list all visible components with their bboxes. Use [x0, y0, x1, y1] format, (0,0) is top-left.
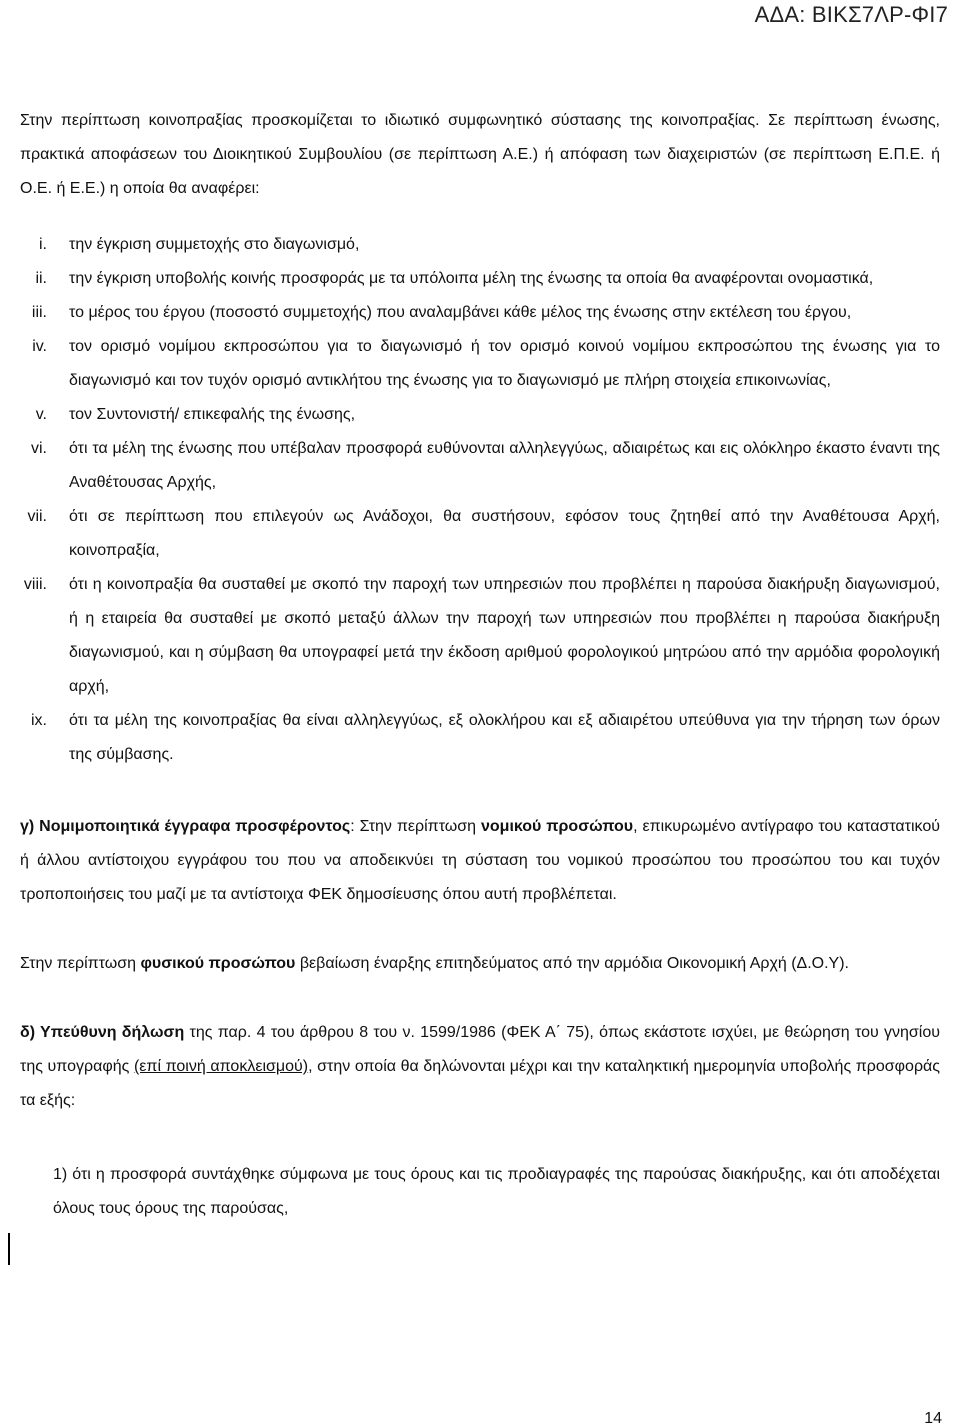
list-item-text: ότι σε περίπτωση που επιλεγούν ως Ανάδοχοι, θα συστήσουν, εφόσον τους ζητηθεί από την Αναθέτουσα Αρχή, κοινοπραξία,	[69, 508, 940, 559]
document-body	[20, 104, 940, 1226]
natural-person-paragraph	[20, 947, 940, 981]
list-item-number: vii.	[27, 508, 47, 525]
list-item-text: τον ορισμό νομίμου εκπροσώπου για το διαγωνισμό ή τον ορισμό κοινού νομίμου εκπροσώπου της ένωσης για το διαγωνισμό και τον τυχόν ορισμό αντικλήτου της ένωσης για το διαγωνισμό με πλήρη στοιχεία επικοινωνίας,	[69, 338, 940, 389]
list-item	[20, 704, 940, 772]
list-item-number: iii.	[31, 304, 47, 321]
natural-person-bold: φυσικού προσώπου	[140, 955, 296, 972]
exclusion-penalty-note: (επί ποινή αποκλεισμού)	[133, 1058, 309, 1075]
list-item-text: το μέρος του έργου (ποσοστό συμμετοχής) που αναλαμβάνει κάθε μέλος της ένωσης στην εκτέλεση του έργου,	[69, 304, 852, 321]
list-item	[20, 330, 940, 398]
natural-person-text-1: Στην περίπτωση	[20, 955, 141, 972]
list-item	[20, 228, 940, 262]
list-item	[20, 262, 940, 296]
list-item-text: ότι τα μέλη της ένωσης που υπέβαλαν προσφορά ευθύνονται αλληλεγγύως, αδιαιρέτως και εις ολόκληρο έκαστο έναντι της Αναθέτουσας Αρχής,	[69, 440, 940, 491]
natural-person-text-2: βεβαίωση έναρξης επιτηδεύματος από την αρμόδια Οικονομική Αρχή (Δ.Ο.Υ).	[295, 955, 849, 972]
list-item-number: ii.	[35, 270, 47, 287]
declaration-item-1: 1) ότι η προσφορά συντάχθηκε σύμφωνα με τους όρους και τις προδιαγραφές της παρούσας διακήρυξης, και ότι αποδέχεται όλους τους όρους της παρούσας,	[53, 1166, 940, 1217]
list-item	[20, 296, 940, 330]
section-g-bold: νομικού προσώπου	[480, 818, 634, 835]
list-item-number: ix.	[31, 712, 47, 729]
list-item-text: την έγκριση συμμετοχής στο διαγωνισμό,	[69, 236, 360, 253]
section-g-label: γ) Νομιμοποιητικά έγγραφα προσφέροντος	[20, 818, 351, 835]
list-item-text: τον Συντονιστή/ επικεφαλής της ένωσης,	[69, 406, 356, 423]
list-item	[20, 568, 940, 704]
list-item-text: ότι η κοινοπραξία θα συσταθεί με σκοπό την παροχή των υπηρεσιών που προβλέπει η παρούσα διακήρυξη διαγωνισμού, ή η εταιρεία θα συσταθεί με σκοπό μεταξύ άλλων την παροχή των υπηρεσιών που προβλέπει η παρούσα διακήρυξη διαγωνισμού, και η σύμβαση θα υπογραφεί μετά την έκδοση αριθμού φορολογικού μητρώου από την αρμόδια φορολογική αρχή,	[69, 576, 940, 695]
legal-documents-paragraph	[20, 810, 940, 912]
section-d-text-1: της παρ. 4 του άρθρου 8 του ν. 1599/1986 (ΦΕΚ Α΄ 75), όπως εκάστοτε ισχύει, με θεώρηση του γνησίου της υπογραφής	[20, 1024, 940, 1075]
section-d-label: δ) Υπεύθυνη δήλωση	[20, 1024, 185, 1041]
list-item-number: i.	[39, 236, 47, 253]
list-item	[20, 398, 940, 432]
list-item-number: v.	[35, 406, 47, 423]
intro-paragraph: Στην περίπτωση κοινοπραξίας προσκομίζεται το ιδιωτικό συμφωνητικό σύστασης της κοινοπραξίας. Σε περίπτωση ένωσης, πρακτικά αποφάσεων του Διοικητικού Συμβουλίου (σε περίπτωση Α.Ε.) ή απόφαση των διαχειριστών (σε περίπτωση Ε.Π.Ε. ή Ο.Ε. ή Ε.Ε.) η οποία θα αναφέρει:	[20, 112, 940, 197]
solemn-declaration-paragraph	[20, 1016, 940, 1118]
list-item-text: την έγκριση υποβολής κοινής προσφοράς με τα υπόλοιπα μέλη της ένωσης τα οποία θα αναφέρονται ονομαστικά,	[69, 270, 874, 287]
list-item-number: vi.	[31, 440, 47, 457]
list-item	[20, 432, 940, 500]
section-g-text-2: , επικυρωμένο αντίγραφο του καταστατικού ή άλλου αντίστοιχου εγγράφου του που να αποδεικνύει τη σύσταση του νομικού προσώπου του προσώπου του και τυχόν τροποποιήσεις του μαζί με τα αντίστοιχα ΦΕΚ δημοσίευσης όπου αυτή προβλέπεται.	[20, 818, 941, 903]
decision-list	[20, 228, 940, 772]
list-item	[20, 500, 940, 568]
section-d-text-2: , στην οποία θα δηλώνονται μέχρι και την καταληκτική ημερομηνία υποβολής προσφοράς τα εξής:	[20, 1058, 941, 1109]
section-g-text-1: : Στην περίπτωση	[350, 818, 481, 835]
list-item-number: viii.	[23, 576, 47, 593]
ada-header: ΑΔΑ: ΒΙΚΣ7ΛΡ-ΦΙ7	[754, 2, 948, 27]
revision-bar	[8, 1233, 10, 1265]
page-number: 14	[924, 1410, 942, 1427]
list-item-number: iv.	[32, 338, 47, 355]
list-item-text: ότι τα μέλη της κοινοπραξίας θα είναι αλληλεγγύως, εξ ολοκλήρου και εξ αδιαιρέτου υπεύθυνα για την τήρηση των όρων της σύμβασης.	[69, 712, 940, 763]
